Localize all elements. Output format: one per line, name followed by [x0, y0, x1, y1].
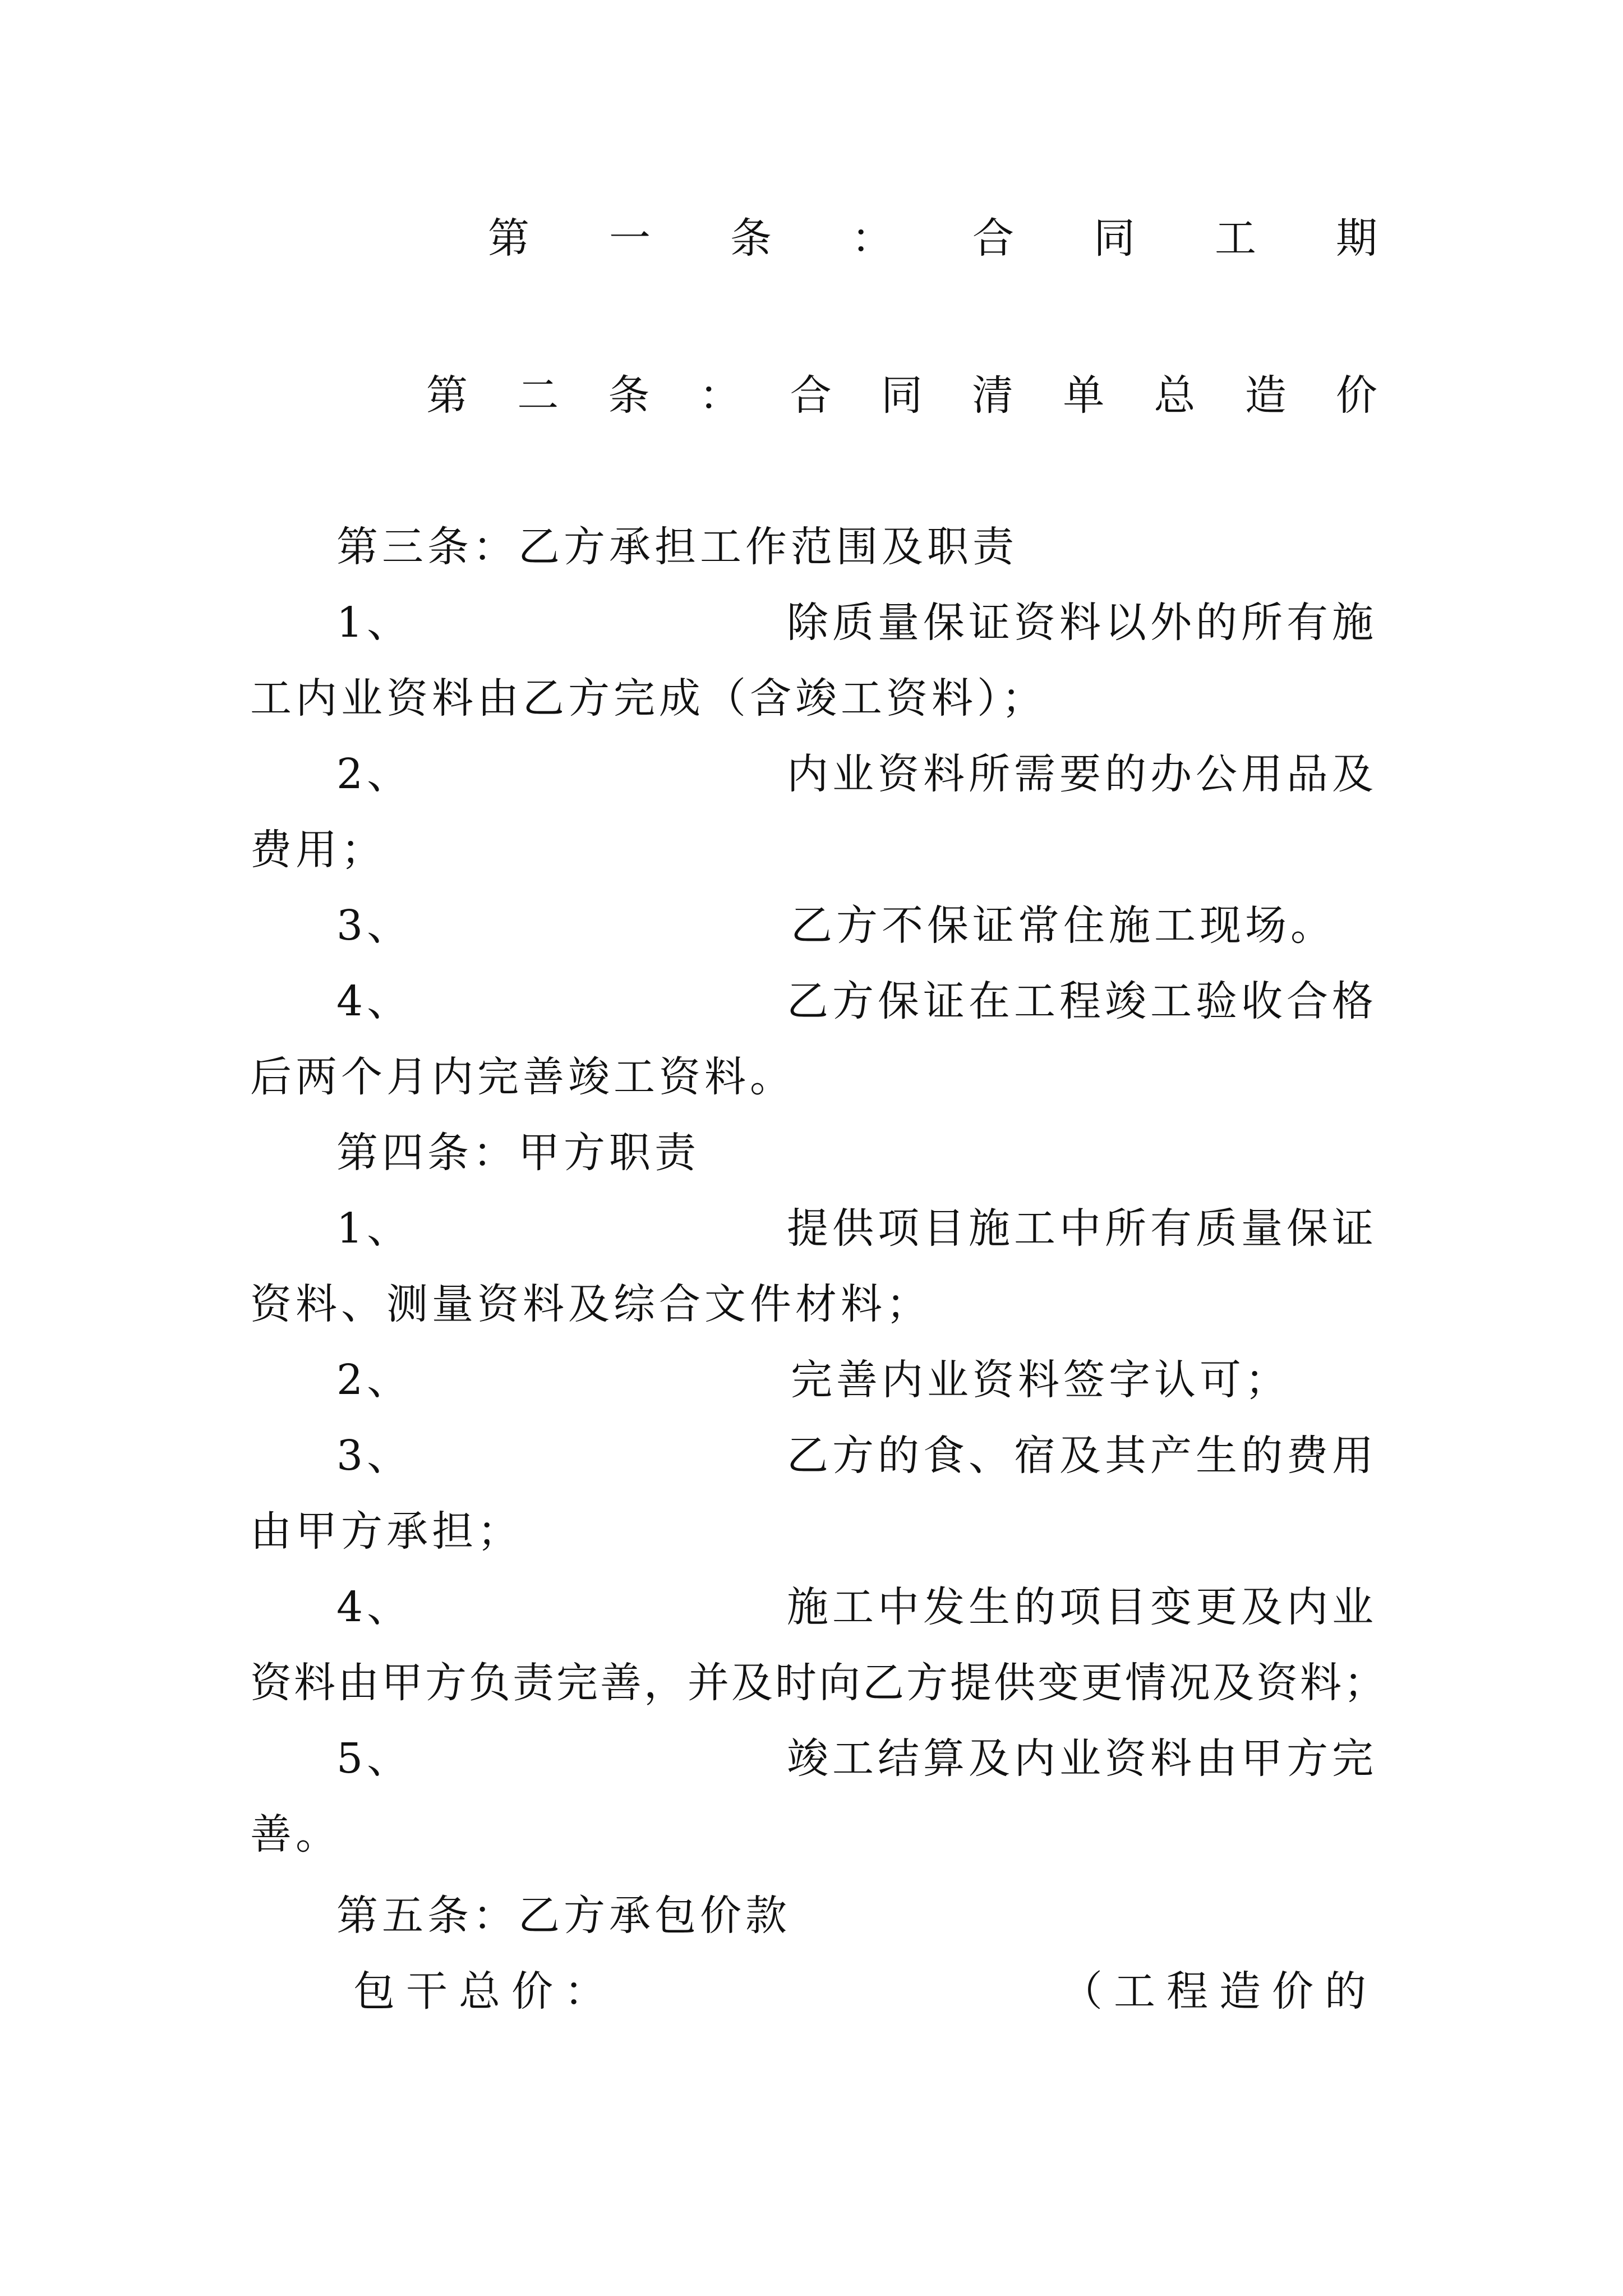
article-1-char: 工	[1215, 214, 1256, 263]
item-text: 提供项目施工中所有质量保证	[787, 1204, 1377, 1253]
article-4-item-1-continuation: 资料、测量资料及综合文件材料；	[250, 1280, 932, 1328]
article-3-item-3	[336, 898, 1377, 954]
article-2-char: 合	[790, 371, 832, 420]
price-line	[353, 1963, 1377, 2019]
article-3-item-4-continuation: 后两个月内完善竣工资料。	[250, 1053, 795, 1101]
article-5-title: 第五条：乙方承包价款	[336, 1892, 791, 1940]
item-text: 除质量保证资料以外的所有施	[787, 599, 1377, 647]
item-text: 内业资料所需要的办公用品及	[787, 750, 1377, 798]
item-number: 4、	[336, 1583, 413, 1631]
price-label: 包干总价：	[353, 1967, 617, 2016]
item-number: 3、	[336, 901, 413, 950]
article-4-item-3	[336, 1428, 1377, 1484]
item-text: 乙方不保证常住施工现场。	[791, 901, 1336, 950]
article-2-char: 总	[1154, 371, 1196, 420]
item-text: 施工中发生的项目变更及内业	[787, 1583, 1377, 1631]
article-4-item-3-continuation: 由甲方承担；	[250, 1507, 523, 1556]
article-1-char: 条	[730, 214, 772, 263]
article-3-item-2	[336, 746, 1377, 802]
article-4-item-4	[336, 1579, 1377, 1635]
article-4-item-2	[336, 1352, 1377, 1408]
article-2-char: 价	[1335, 371, 1377, 420]
article-2-char: 条	[608, 371, 650, 420]
article-1-char: ：	[851, 214, 893, 263]
item-text: 乙方保证在工程竣工验收合格	[787, 977, 1377, 1025]
article-3-item-1-continuation: 工内业资料由乙方完成（含竣工资料）；	[250, 674, 1047, 723]
article-4-item-4-continuation: 资料由甲方负责完善，并及时向乙方提供变更情况及资料；	[250, 1659, 1387, 1707]
article-2-char: 第	[426, 371, 468, 420]
item-number: 2、	[336, 1356, 413, 1404]
article-2-heading	[426, 367, 1377, 424]
article-1-char: 一	[609, 214, 651, 263]
article-3-item-1	[336, 595, 1377, 651]
item-number: 3、	[336, 1432, 413, 1480]
article-2-char: 单	[1063, 371, 1105, 420]
item-number: 1、	[336, 1204, 413, 1253]
article-2-char: 二	[517, 371, 559, 420]
article-3-item-2-continuation: 费用；	[250, 826, 386, 874]
item-text: 竣工结算及内业资料由甲方完	[787, 1734, 1377, 1783]
article-2-char: 造	[1244, 371, 1287, 420]
article-1-char: 期	[1336, 214, 1377, 263]
article-4-item-5	[336, 1731, 1377, 1787]
item-number: 2、	[336, 750, 413, 798]
article-2-char: ：	[699, 371, 741, 420]
article-4-item-5-continuation: 善。	[250, 1810, 341, 1858]
article-2-char: 清	[972, 371, 1014, 420]
article-4-item-1	[336, 1200, 1377, 1257]
article-4-title: 第四条：甲方职责	[336, 1129, 700, 1177]
article-2-char: 同	[880, 371, 923, 420]
item-number: 5、	[336, 1734, 413, 1783]
article-1-char: 同	[1094, 214, 1135, 263]
article-1-char: 第	[488, 214, 529, 263]
article-1-heading	[488, 210, 1377, 266]
item-text: 乙方的食、宿及其产生的费用	[787, 1432, 1377, 1480]
article-1-char: 合	[972, 214, 1014, 263]
item-number: 1、	[336, 599, 413, 647]
item-number: 4、	[336, 977, 413, 1025]
article-3-title: 第三条：乙方承担工作范围及职责	[336, 523, 1018, 571]
article-3-item-4	[336, 973, 1377, 1029]
item-text: 完善内业资料签字认可；	[791, 1356, 1290, 1404]
price-note: （工程造价的	[1061, 1967, 1377, 2016]
